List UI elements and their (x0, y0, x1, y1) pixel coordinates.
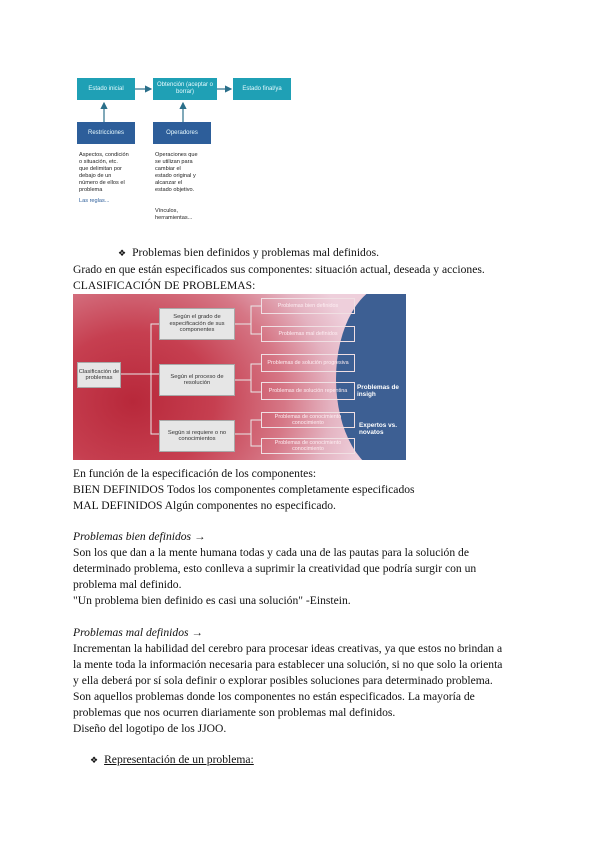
problem-space-diagram (73, 74, 299, 224)
paragraph-mal-1: Incrementan la habilidad del cerebro para procesar ideas creativas, ya que estos no brindan a (73, 642, 503, 655)
branch-conocimientos-box: Según si requiere o no conocimientos (159, 420, 235, 452)
bullet-problemas-definidos: ❖ Problemas bien definidos y problemas mal definidos. (118, 246, 380, 259)
leaf-bien-definidos: Problemas bien definidos (261, 298, 355, 314)
estado-final-box: Estado final/ya (233, 78, 291, 100)
paragraph-bien-definidos: BIEN DEFINIDOS Todos los componentes completamente especificados (73, 483, 415, 496)
paragraph-mal-definidos: MAL DEFINIDOS Algún componentes no especificado. (73, 499, 336, 512)
diagram2-connectors (73, 294, 406, 460)
restricciones-description: Aspectos, condición o situación, etc. que delimitan por debajo de un número de ellos el problema (79, 152, 129, 193)
branch-resolucion-box: Según el proceso de resolución (159, 364, 235, 396)
paragraph-mal-4: Son aquellos problemas donde los componentes no están especificados. La mayoría de (73, 690, 475, 703)
leaf-conocimiento-2: Problemas de conocimiento conocimiento (261, 438, 355, 454)
paragraph-mal-2: la mente toda la información necesaria para establecer una solución, si no que solo la orienta (73, 658, 503, 671)
bullet-icon: ❖ (118, 248, 127, 258)
operadores-description: Operaciones que se utilizan para cambiar el estado original y alcanzar el estado objetivo. (155, 152, 198, 193)
label-expertos-novatos: Expertos vs. novatos (359, 422, 398, 436)
paragraph-clasificacion-title: CLASIFICACIÓN DE PROBLEMAS: (73, 279, 256, 292)
classification-diagram (73, 294, 406, 460)
estado-inicial-box: Estado inicial (77, 78, 135, 100)
bullet-representacion: ❖ Representación de un problema: (90, 753, 254, 766)
paragraph-grado: Grado en que están especificados sus componentes: situación actual, deseada y acciones. (73, 263, 485, 276)
restricciones-box: Restricciones (77, 122, 135, 144)
bullet-icon: ❖ (90, 755, 99, 765)
operadores-box: Operadores (153, 122, 211, 144)
paragraph-bien-1: Son los que dan a la mente humana todas y cada una de las pautas para la solución de (73, 546, 469, 559)
leaf-mal-definidos: Problemas mal definidos (261, 326, 355, 342)
paragraph-bien-2: determinado problema, esto conlleva a suprimir la creatividad que podría surgir con un (73, 562, 477, 575)
restricciones-note: Las reglas... (79, 198, 110, 204)
operadores-note: Vínculos, herramientas... (155, 208, 193, 221)
branch-especificacion-box: Según el grado de especificación de sus componentes (159, 308, 235, 340)
paragraph-logotipo: Diseño del logotipo de los JJOO. (73, 722, 227, 735)
paragraph-mal-5: problemas que nos ocurren diariamente son problemas mal definidos. (73, 706, 396, 719)
objetivo-box: Obtención (aceptar o borrar) (153, 78, 217, 100)
heading-problemas-bien-definidos: Problemas bien definidos → (73, 530, 206, 543)
leaf-solucion-repentina: Problemas de solución repentina (261, 382, 355, 400)
leaf-solucion-progresiva: Problemas de solución progresiva (261, 354, 355, 372)
paragraph-mal-3: y ella deberá por sí sola definir o explorar posibles soluciones para determinado problema. (73, 674, 493, 687)
paragraph-en-funcion: En función de la especificación de los componentes: (73, 467, 317, 480)
leaf-conocimiento-1: Problemas de conocimiento conocimiento (261, 412, 355, 428)
heading-problemas-mal-definidos: Problemas mal definidos → (73, 626, 203, 639)
root-clasificacion-box: Clasificación de problemas (77, 362, 121, 388)
label-problemas-insigh: Problemas de insigh (357, 384, 399, 398)
paragraph-bien-3: problema mal definido. (73, 578, 182, 591)
einstein-quote: "Un problema bien definido es casi una solución" -Einstein. (73, 594, 351, 607)
